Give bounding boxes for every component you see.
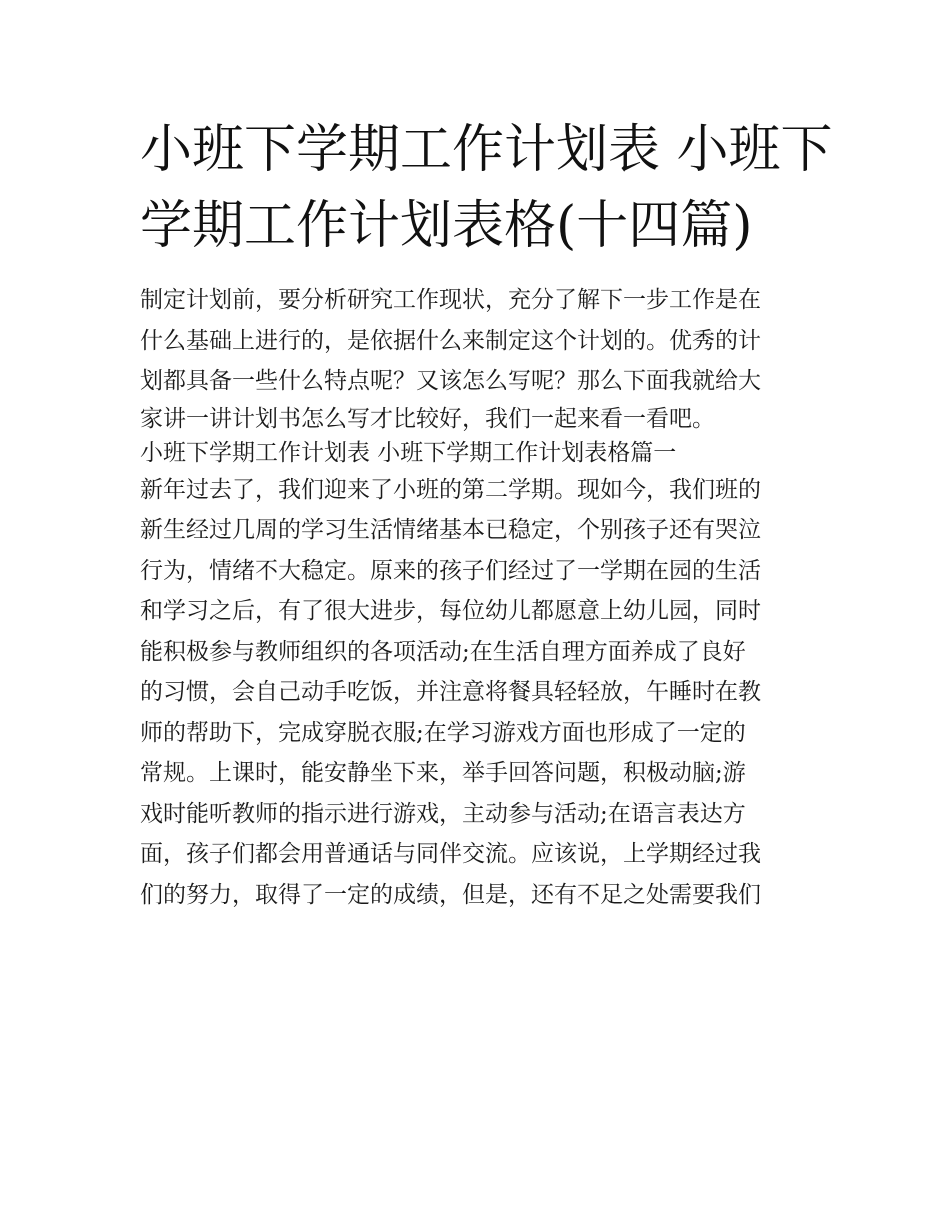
section-line: 行为，情绪不大稳定。原来的孩子们经过了一学期在园的生活	[140, 557, 761, 584]
intro-line: 家讲一讲计划书怎么写才比较好，我们一起来看一看吧。	[140, 405, 715, 432]
document-title	[140, 112, 833, 264]
title-line-1: 小班下学期工作计划表 小班下	[140, 120, 833, 180]
section-line: 新年过去了，我们迎来了小班的第二学期。现如今，我们班的	[140, 476, 761, 503]
title-line-2: 学期工作计划表格(十四篇)	[140, 196, 753, 256]
section-line: 的习惯，会自己动手吃饭，并注意将餐具轻轻放，午睡时在教	[140, 679, 761, 705]
section-line: 戏时能听教师的指示进行游戏，主动参与活动;在语言表达方	[140, 800, 746, 827]
intro-line: 划都具备一些什么特点呢？又该怎么写呢？那么下面我就给大	[140, 368, 761, 394]
intro-line: 制定计划前，要分析研究工作现状，充分了解下一步工作是在	[140, 287, 761, 313]
section-line: 面，孩子们都会用普通话与同伴交流。应该说，上学期经过我	[140, 841, 761, 867]
section-line: 师的帮助下，完成穿脱衣服;在学习游戏方面也形成了一定的	[140, 719, 746, 746]
section-line: 们的努力，取得了一定的成绩，但是，还有不足之处需要我们	[140, 881, 761, 908]
section-heading: 小班下学期工作计划表 小班下学期工作计划表格篇一	[140, 439, 677, 466]
section-line: 新生经过几周的学习生活情绪基本已稳定，个别孩子还有哭泣	[140, 517, 761, 543]
document-body	[140, 280, 830, 915]
section-line: 能积极参与教师组织的各项活动;在生活自理方面养成了良好	[140, 638, 746, 665]
section-line: 常规。上课时，能安静坐下来，举手回答问题，积极动脑;游	[140, 760, 746, 786]
section-line: 和学习之后，有了很大进步，每位幼儿都愿意上幼儿园，同时	[140, 598, 761, 624]
intro-line: 什么基础上进行的，是依据什么来制定这个计划的。优秀的计	[140, 327, 761, 354]
